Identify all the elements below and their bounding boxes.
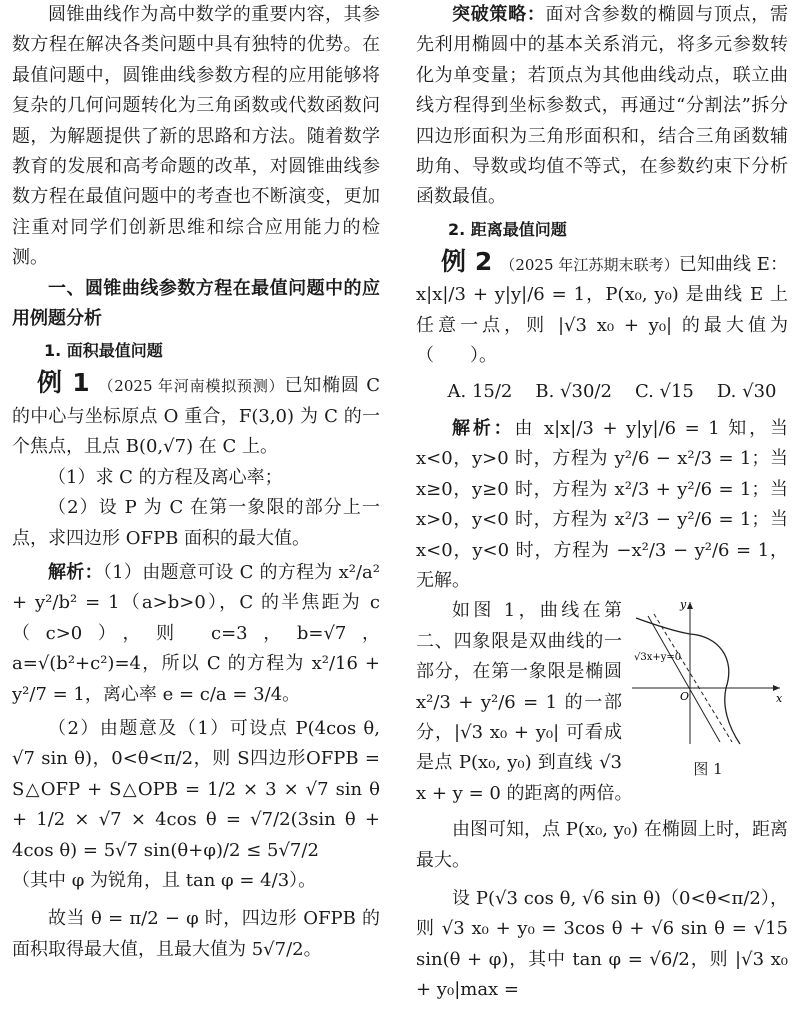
figure-1 <box>628 596 788 778</box>
solution-1-part-2: （2）由题意及（1）可设点 P(4cos θ, √7 sin θ)，0<θ<π/2，则 S四边形OFPB = S△OFP + S△OPB = 1/2 × 3 × √7 sin θ + 1/2 × √7 × 4cos θ = √7/2(3sin θ + 4cos θ) = 5√7 sin(θ+φ)/2 ≤ 5√7/2 <box>12 717 380 861</box>
option-d: D. √30 <box>716 381 777 403</box>
example-1-stem <box>12 368 380 462</box>
solution-2-part-2: 如图 1，曲线在第二、四象限是双曲线的一部分，在第一象限是椭圆 x²/3 + y²/6 = 1 的一部分，|√3 x₀ + y₀| 可看成是点 P(x₀, y₀) 到直线 √3 x + y = 0 的距离的两倍。 <box>416 600 633 804</box>
x-axis-arrow <box>773 685 780 691</box>
section-title: 一、圆锥曲线参数方程在最值问题中的应用例题分析 <box>12 277 380 330</box>
curve-diagram <box>628 596 788 746</box>
tangent-line <box>654 614 732 742</box>
solution-1-note: （其中 φ 为锐角，且 tan φ = 4/3）。 <box>12 869 317 891</box>
example-1-label: 例 1 <box>37 368 90 398</box>
solution-1-conclusion: 故当 θ = π/2 − φ 时，四边形 OFPB 的面积取得最大值，且最大值为 5√7/2。 <box>12 908 380 960</box>
y-axis-label: y <box>680 598 687 612</box>
example-1-question-2: （2）设 P 为 C 在第一象限的部分上一点，求四边形 OFPB 面积的最大值。 <box>12 497 380 549</box>
example-1-text: 已知椭圆 C 的中心与坐标原点 O 重合，F(3,0) 为 C 的一个焦点，且点 B(0,√7) 在 C 上。 <box>12 375 380 458</box>
solution-label: 解析： <box>452 417 515 439</box>
solution-label: 解析： <box>48 561 103 583</box>
curve-E <box>636 618 740 744</box>
intro-paragraph: 圆锥曲线作为高中数学的重要内容，其参数方程在解决各类问题中具有独特的优势。在最值问题中，圆锥曲线参数方程的应用能够将复杂的几何问题转化为三角函数或代数函数问题，为解题提供了新的思路和方法。随着数学教育的发展和高考命题的改革，对圆锥曲线参数方程在最值问题中的考查也不断演变，更加注重对同学们创新思维和综合应用能力的检测。 <box>12 4 380 269</box>
strategy-text: 面对含参数的椭圆与顶点，需先利用椭圆中的基本关系消元，将多元参数转化为单变量；若顶点为其他曲线动点，联立曲线方程得到坐标参数式，再通过“分割法”拆分四边形面积为三角形面积和，结合三角函数辅助角、导数或均值不等式，在参数约束下分析函数最值。 <box>416 4 789 208</box>
example-2-text: 已知曲线 E：x|x|/3 + y|y|/6 = 1，P(x₀, y₀) 是曲线 E 上任意一点，则 |√3 x₀ + y₀| 的最大值为（ ）。 <box>416 253 788 367</box>
solution-2-part-1 <box>416 414 788 596</box>
solution-1-text-a: （1）由题意可设 C 的方程为 x²/a² + y²/b² = 1（a>b>0），C 的半焦距为 c（c>0），则 c=3，b=√7，a=√(b²+c²)=4，所以 C 的方程为 x²/16 + y²/7 = 1，离心率 e = c/a = 3/4。 <box>12 561 380 705</box>
solution-2-part-3: 由图可知，点 P(x₀, y₀) 在椭圆上时，距离最大。 <box>416 819 788 871</box>
solution-2-part-4: 设 P(√3 cos θ, √6 sin θ)（0<θ<π/2），则 √3 x₀ + y₀ = 3cos θ + √6 sin θ = √15 sin(θ + φ)，其中 tan φ = √6/2，则 |√3 x₀ + y₀|max = <box>416 887 788 1001</box>
line-sqrt3x-plus-y <box>648 616 720 742</box>
y-axis-arrow <box>687 602 693 609</box>
strategy-paragraph <box>416 0 788 213</box>
figure-caption: 图 1 <box>693 759 723 778</box>
x-axis-label: x <box>776 692 783 706</box>
example-1-question-1: （1）求 C 的方程及离心率； <box>48 466 283 488</box>
subsection-title-area: 1. 面积最值问题 <box>44 341 163 361</box>
option-c: C. √15 <box>634 381 694 403</box>
origin-label: O <box>680 690 690 704</box>
option-b: B. √30/2 <box>535 381 612 403</box>
left-column <box>12 0 380 965</box>
answer-options <box>416 377 788 407</box>
strategy-label: 突破策略： <box>452 4 546 25</box>
right-column <box>416 0 788 1006</box>
subsection-title-distance: 2. 距离最值问题 <box>448 219 567 239</box>
example-2-source: （2025 年江苏期末联考） <box>500 255 679 274</box>
line-label: √3x+y=0 <box>634 652 682 664</box>
option-a: A. 15/2 <box>447 381 513 403</box>
example-2-label: 例 2 <box>441 246 493 276</box>
example-2-stem <box>416 247 788 372</box>
example-1-source: （2025 年河南模拟预测） <box>97 377 285 396</box>
solution-1-part-1 <box>12 558 380 710</box>
solution-2-text-a: 由 x|x|/3 + y|y|/6 = 1 知，当 x<0，y>0 时，方程为 y²/6 − x²/3 = 1；当 x≥0，y≥0 时，方程为 x²/3 + y²/6 = 1；当 x>0，y<0 时，方程为 x²/3 − y²/6 = 1；当 x<0，y<0 时，方程为 −x²/3 − y²/6 = 1，无解。 <box>416 417 788 591</box>
